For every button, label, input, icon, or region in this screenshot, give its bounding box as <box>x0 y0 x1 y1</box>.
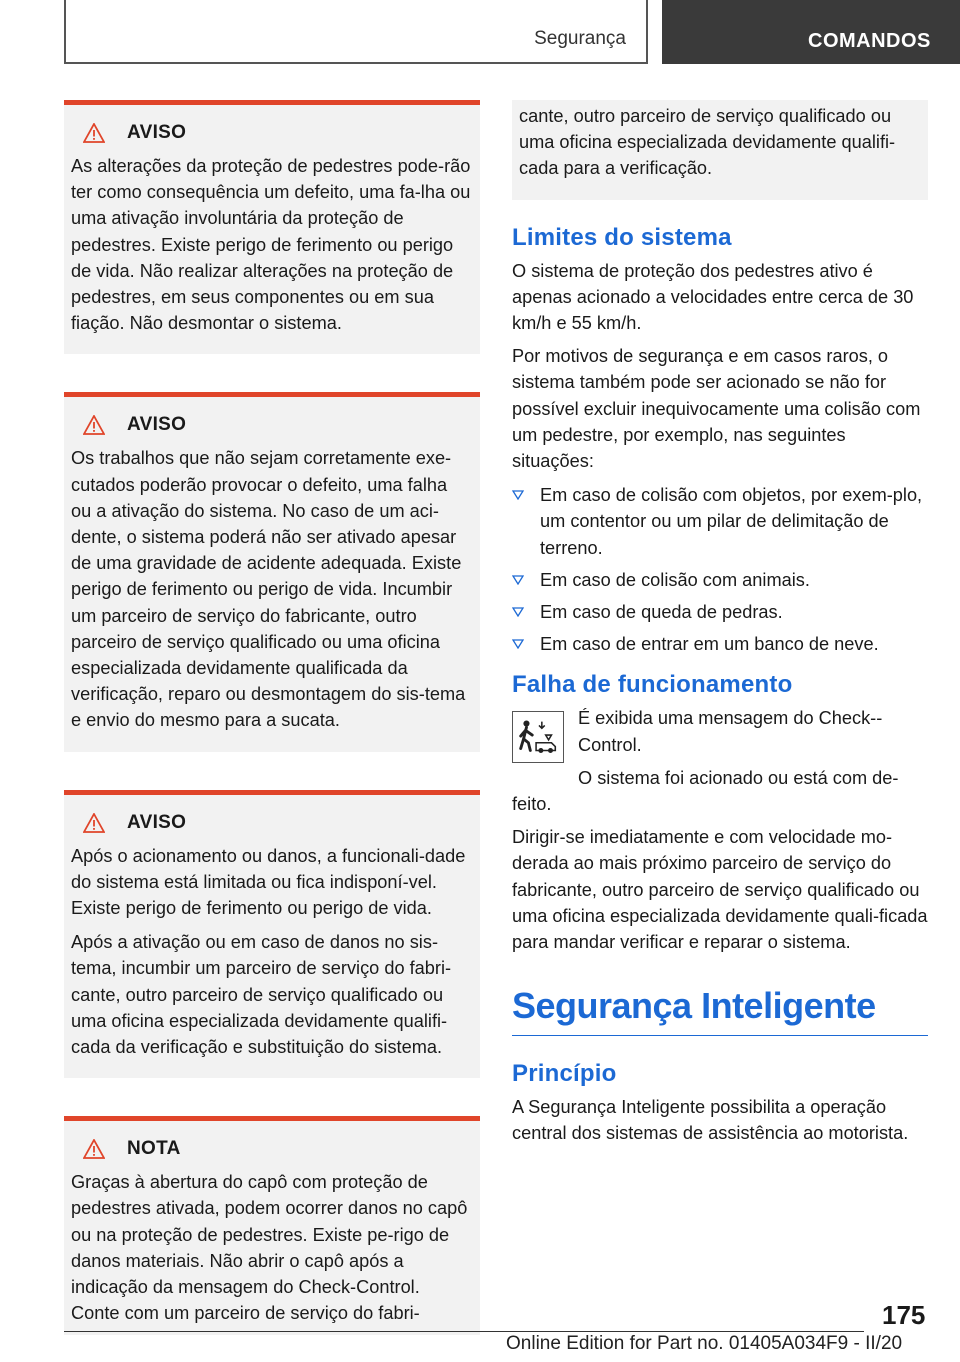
note-text: Graças à abertura do capô com proteção de pedestres ativada, podem ocorrer danos no capô ou na proteção de pedestres. Existe pe-rigo de danos materiais. Não abrir o capô após a indicação da mensagem do Check-Control. Conte com um parceiro de serviço do fabri- <box>71 1172 468 1324</box>
chapter-tab <box>662 0 960 64</box>
list-item: Em caso de colisão com objetos, por exem-plo, um contentor ou um pilar de delimitação de terreno. <box>512 482 928 561</box>
paragraph: A Segurança Inteligente possibilita a operação central dos sistemas de assistência ao motorista. <box>512 1097 909 1144</box>
triangle-bullet-icon <box>512 575 524 585</box>
paragraph: É exibida uma mensagem do Check--Control. <box>578 708 883 755</box>
triangle-bullet-icon <box>512 490 524 500</box>
note-title: NOTA <box>127 1138 181 1160</box>
page-number: 175 <box>882 1300 926 1330</box>
pedestrian-protection-icon <box>512 711 564 763</box>
warning-triangle-icon <box>83 813 105 833</box>
right-column <box>512 100 928 1147</box>
section-heading-fault: Falha de funcionamento <box>512 671 793 699</box>
section-heading-principle: Princípio <box>512 1060 617 1088</box>
warning-text: As alterações da proteção de pedestres pode-rão ter como consequência um defeito, uma fa-lha ou uma ativação involuntária da proteção de pedestres. Existe perigo de ferimento ou perigo de vida. Não realizar alterações na proteção de pedestres, em seus componentes ou em sua fiação. Não desmontar o sistema. <box>71 156 471 334</box>
left-column <box>64 100 480 1335</box>
warning-triangle-icon <box>83 1139 105 1159</box>
bullet-list <box>512 482 928 657</box>
chapter-title: COMANDOS <box>808 30 931 52</box>
triangle-bullet-icon <box>512 607 524 617</box>
warning-triangle-icon <box>83 123 105 143</box>
footer-divider <box>64 1331 864 1332</box>
fault-block <box>512 705 928 817</box>
section-title: Segurança <box>534 28 626 49</box>
warning-text: Após a ativação ou em caso de danos no sis-tema, incumbir um parceiro de serviço do fabri-cante, outro parceiro de serviço qualificado ou uma oficina especializada devidamente qualifi-cada da verificação e substituição do sistema. <box>71 932 452 1058</box>
footer-edition: Online Edition for Part no. 01405A034F9 - II/20 <box>506 1333 903 1354</box>
warning-triangle-icon <box>83 415 105 435</box>
list-item: Em caso de entrar em um banco de neve. <box>512 631 928 657</box>
warning-title: AVISO <box>127 414 187 436</box>
warning-box <box>64 392 480 751</box>
note-continuation-box <box>512 100 928 200</box>
paragraph: Por motivos de segurança e em casos raros, o sistema também pode ser acionado se não for possível excluir inequivocamente uma colisão com um pedestre, por exemplo, nas seguintes situações: <box>512 346 921 472</box>
note-continuation-text: cante, outro parceiro de serviço qualificado ou uma oficina especializada devidamente qualifi-cada para a verificação. <box>519 106 896 179</box>
warning-box <box>64 790 480 1079</box>
header-frame <box>64 0 648 64</box>
warning-title: AVISO <box>127 122 187 143</box>
list-item: Em caso de colisão com animais. <box>512 567 928 593</box>
paragraph: O sistema foi acionado ou está com de-feito. <box>512 767 899 815</box>
warning-text: Após o acionamento ou danos, a funcionali-dade do sistema está limitada ou fica indisponí-vel. Existe perigo de ferimento ou perigo de vida. <box>71 845 466 919</box>
warning-box <box>64 100 480 354</box>
section-heading-limits: Limites do sistema <box>512 223 732 251</box>
note-box <box>64 1116 480 1334</box>
paragraph: O sistema de proteção dos pedestres ativo é apenas acionado a velocidades entre cerca de 30 km/h e 55 km/h. <box>512 260 914 334</box>
paragraph: Dirigir-se imediatamente e com velocidade mo-derada ao mais próximo parceiro de serviço do fabricante, outro parceiro de serviço qualificado ou uma oficina especializada devidamente quali-ficada para mandar verificar e reparar o sistema. <box>512 827 928 953</box>
chapter-heading: Segurança Inteligente <box>512 985 928 1036</box>
triangle-bullet-icon <box>512 639 524 649</box>
list-item: Em caso de queda de pedras. <box>512 599 928 625</box>
warning-title: AVISO <box>127 811 187 833</box>
warning-text: Os trabalhos que não sejam corretamente exe-cutados poderão provocar o defeito, uma falha ou a ativação do sistema. No caso de um aci-dente, o sistema poderá não ser ativado apesar de uma gravidade de acidente adequada. Existe perigo de ferimento ou perigo de vida. Incumbir um parceiro de serviço do fabricante, outro parceiro de serviço qualificado ou uma oficina especializada devidamente qualificada da verificação, reparo ou desmontagem do sis-tema e envio do mesmo para a sucata. <box>71 448 466 731</box>
